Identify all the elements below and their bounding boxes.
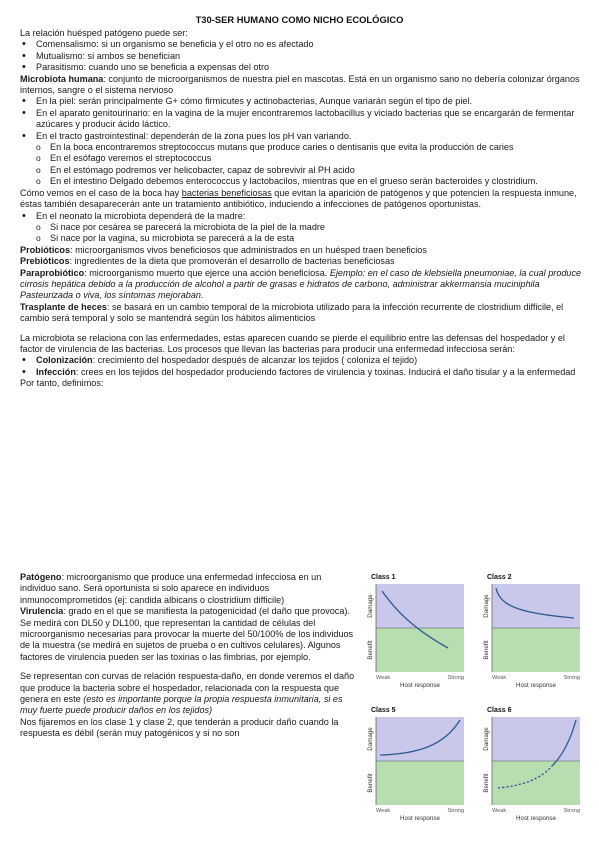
gi-sublist: [20, 142, 582, 188]
strong-label: Strong: [447, 808, 464, 814]
prebioticos-definition: Prebióticos: ingredientes de la dieta que promoverán el desarrollo de bacterias beneficiosas: [20, 256, 395, 267]
enfermedades-paragraph: La microbiota se relaciona con las enfermedades, estas aparecen cuando se pierde el equilibrio entre las defensas del hospedador y el factor de virulencia de las bacterias. Los procesos que llevan las bacterias para producir una enfermedad infecciosa serán:: [20, 332, 565, 354]
x-axis-title: Host response: [516, 815, 556, 822]
neonato-sublist: [20, 222, 582, 245]
benefit-label: Benefit: [483, 640, 490, 660]
class5-label: Class 5: [371, 707, 396, 714]
list-item: • Colonización: crecimiento del hospedador después de alcanzar los tejidos ( coloniza el tejido): [20, 355, 582, 366]
weak-label: Weak: [376, 808, 391, 814]
class5-panel: [362, 704, 468, 830]
benefit-label: Benefit: [483, 773, 490, 793]
sublist-item: o Si nace por la vagina, su microbiota se parecerá a la de esta: [36, 233, 582, 244]
damage-label: Damage: [367, 727, 374, 751]
virulencia-definition: Virulencia: grado en el que se manifiesta la patogenicidad (el daño que provoca). Se medirá con DL50 y DL100, que representan la cantidad de células del microorganismo necesarias para provocar la muerte del 50/100% de los individuos de la muestra (se medirá en sujetos de prueba o en cultivos celulares). Algunos factores de virulencia pueden ser las toxinas o las fimbrias, por ejemplo.: [20, 606, 354, 662]
portanto-line: Por tanto, definimos:: [20, 378, 104, 389]
benefit-label: Benefit: [367, 640, 374, 660]
class6-panel: [478, 704, 584, 830]
strong-label: Strong: [563, 808, 580, 814]
x-axis-title: Host response: [400, 815, 440, 822]
list-item: • En la piel: serán principalmente G+ cómo firmicutes y actinobacterias, Aunque variarán según el tipo de piel.: [20, 96, 582, 107]
curvas-paragraph: Se representan con curvas de relación respuesta-daño, en donde veremos el daño que produce la bacteria sobre el hospedador, relacionada con la respuesta que genera en este (esto es importante porque la propia respuesta inmunitaria, si es muy fuerte puede producir daños en los tejidos): [20, 671, 355, 716]
paraprobiotico-definition: Paraprobiótico: microorganismo muerto que ejerce una acción beneficiosa. Ejemplo: en el caso de klebsiella pneumoniae, la cual produce cirrosis hepática debido a la producción de alcohol a partir de grasas e hidratos de carbono, administrar akkermansia muciniphila Pasteurizada o viva, los síntomas mejoraban.: [20, 267, 582, 301]
list-item: • En el tracto gastrointestinal: dependerán de la zona pues los pH van variando.: [20, 131, 582, 142]
sublist-item: o Si nace por cesárea se parecerá la microbiota de la piel de la madre: [36, 222, 582, 233]
weak-label: Weak: [492, 675, 507, 681]
sublist-item: o En el estómago podremos ver helicobacter, capaz de sobrevivir al PH acido: [36, 165, 582, 176]
list-item: • Mutualismo: si ambos se benefician: [20, 51, 582, 62]
benefit-area: [492, 761, 580, 805]
procesos-list: [20, 355, 582, 378]
list-item: • Infección: crees en los tejidos del hospedador produciendo factores de virulencia y toxinas. Inducirá el daño tisular y a la enfermedad: [20, 367, 582, 378]
microbiota-list: [20, 96, 582, 142]
class1-label: Class 1: [371, 574, 396, 581]
damage-label: Damage: [483, 594, 490, 618]
damage-label: Damage: [367, 594, 374, 618]
weak-label: Weak: [376, 675, 391, 681]
class2-panel: [478, 571, 584, 697]
probioticos-definition: Probióticos: microorganismos vivos beneficiosos que administrados en un huésped traen beneficios: [20, 244, 427, 255]
list-item: • En el aparato genitourinario: en la vagina de la mujer encontraremos lactobacillus y viciado bacterias que se encargarán de fermentar azúcares y producir ácido láctico.: [20, 108, 582, 131]
class1-panel: [362, 571, 468, 697]
class2-label: Class 2: [487, 574, 512, 581]
damage-area: [376, 584, 464, 628]
page-title: T30-SER HUMANO COMO NICHO ECOLÓGICO: [195, 14, 404, 25]
strong-label: Strong: [563, 675, 580, 681]
trasplante-definition: Trasplante de heces: se basará en un cambio temporal de la microbiota utilizado para la infección recurrente de clostridium difficile, el cambio será temporal y solo se mantendrá según los hábitos alimenticios: [20, 301, 564, 324]
damage-response-figure: [362, 571, 587, 841]
list-item: • Comensalismo: si un organismo se beneficia y el otro no es afectado: [20, 39, 582, 50]
sublist-item: o En el esófago veremos el streptococcus: [36, 153, 582, 164]
class6-graph: [478, 704, 584, 830]
class1-graph: [362, 571, 468, 697]
benefit-area: [376, 628, 464, 672]
benefit-area: [376, 761, 464, 805]
intro-line: La relación huésped patógeno puede ser:: [20, 28, 188, 38]
sublist-item: o En la boca encontraremos streptococcus mutans que produce caries o dentisanis que evita la producción de caries: [36, 142, 582, 153]
underlined-term: bacterias beneficiosas: [181, 187, 272, 198]
final-paragraph: Nos fijaremos en los clase 1 y clase 2, que tenderán a producir daño cuando la respuesta es débil (serán muy patogénicos y si no son: [20, 716, 339, 739]
list-item: • En el neonato la microbiota dependerá de la madre:: [20, 211, 582, 222]
microbiota-definition: Microbiota humana: conjunto de microorganismos de nuestra piel en mascotas. Está en un organismo sano no debería colonizar órganos internos, sangre o el sistema nervioso: [20, 73, 580, 96]
class5-graph: [362, 704, 468, 830]
patogeno-definition: Patógeno: microorganismo que produce una enfermedad infecciosa en un individuo sano. Será oportunista si solo aparece en individuos inmunocomprometidos (ej: candida albicans o clostridium difficile): [20, 572, 322, 605]
left-column: [20, 572, 355, 740]
benefit-area: [492, 628, 580, 672]
main-text: [20, 28, 582, 390]
damage-label: Damage: [483, 727, 490, 751]
class2-graph: [478, 571, 584, 697]
boca-paragraph: Cómo vemos en el caso de la boca hay bacterias beneficiosas que evitan la aparición de patógenos y que potencien la respuesta inmune, éstas también desaparecerán ante un tratamiento antibiótico, induciendo a infecciones de patógenos oportunistas.: [20, 187, 577, 210]
damage-area: [492, 717, 580, 761]
weak-label: Weak: [492, 808, 507, 814]
damage-area: [492, 584, 580, 628]
sublist-item: o En el intestino Delgado debemos enterococcus y lactobacilos, mientras que en el grueso serán bacteroides y clostridium.: [36, 176, 582, 187]
class6-label: Class 6: [487, 707, 512, 714]
neonato-list: [20, 211, 582, 222]
strong-label: Strong: [447, 675, 464, 681]
relations-list: [20, 39, 582, 73]
x-axis-title: Host response: [400, 682, 440, 689]
benefit-label: Benefit: [367, 773, 374, 793]
x-axis-title: Host response: [516, 682, 556, 689]
list-item: • Parasitismo: cuando uno se beneficia a expensas del otro: [20, 62, 582, 73]
